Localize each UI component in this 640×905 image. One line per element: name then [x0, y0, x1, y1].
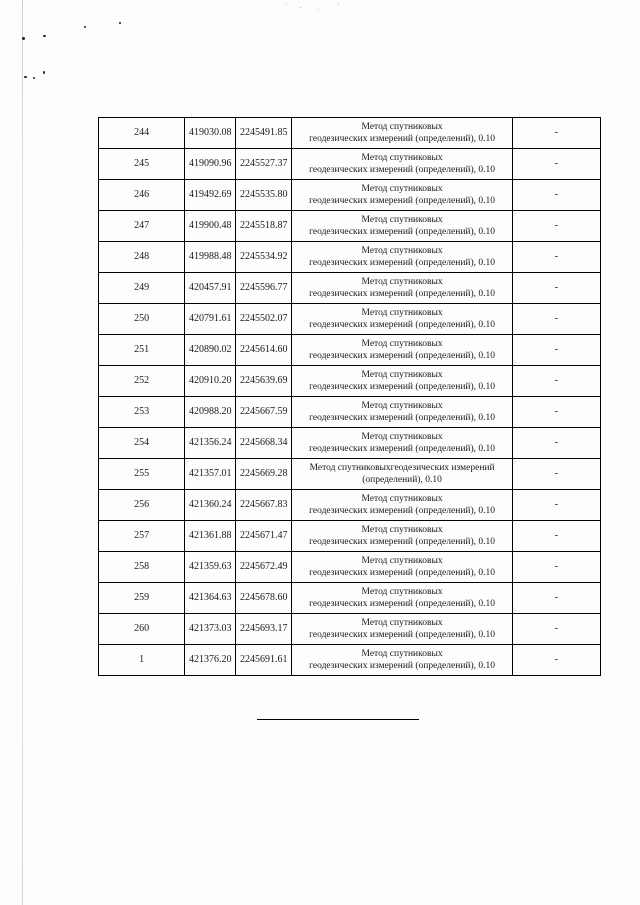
scan-speck	[286, 4, 287, 5]
method-line-1: Метод спутниковых	[361, 649, 443, 659]
method-line-2: геодезических измерений (определений), 0.10	[309, 165, 496, 175]
point-number-cell: 247	[99, 211, 185, 242]
y-coordinate-cell: 2245614.60	[236, 335, 292, 366]
point-number-cell: 246	[99, 180, 185, 211]
table-row	[99, 180, 601, 211]
scan-speck	[338, 3, 339, 4]
method-line-1: Метод спутниковых	[361, 308, 443, 318]
x-coordinate-cell: 419988.48	[185, 242, 236, 273]
y-coordinate-cell: 2245691.61	[236, 645, 292, 676]
x-coordinate-cell: 421361.88	[185, 521, 236, 552]
method-line-2: геодезических измерений (определений), 0.10	[309, 289, 496, 299]
method-cell	[292, 242, 512, 273]
y-coordinate-cell: 2245518.87	[236, 211, 292, 242]
y-coordinate-cell: 2245491.85	[236, 118, 292, 149]
point-number-cell: 251	[99, 335, 185, 366]
y-coordinate-cell: 2245678.60	[236, 583, 292, 614]
method-cell	[292, 118, 512, 149]
method-line-1: Метод спутниковыхгеодезических измерений	[309, 463, 495, 473]
scan-speck	[300, 7, 301, 8]
point-number-cell: 248	[99, 242, 185, 273]
table-row	[99, 459, 601, 490]
scan-speck	[43, 35, 46, 37]
table-row	[99, 428, 601, 459]
mark-cell: -	[512, 428, 600, 459]
table-row	[99, 645, 601, 676]
y-coordinate-cell: 2245639.69	[236, 366, 292, 397]
mark-cell: -	[512, 490, 600, 521]
method-line-2: геодезических измерений (определений), 0.10	[309, 134, 496, 144]
point-number-cell: 260	[99, 614, 185, 645]
table-row	[99, 211, 601, 242]
y-coordinate-cell: 2245669.28	[236, 459, 292, 490]
scan-speck	[22, 37, 25, 40]
method-line-1: Метод спутниковых	[361, 556, 443, 566]
method-cell	[292, 335, 512, 366]
point-number-cell: 254	[99, 428, 185, 459]
method-line-1: Метод спутниковых	[361, 339, 443, 349]
method-line-2: геодезических измерений (определений), 0.10	[309, 568, 496, 578]
method-line-1: Метод спутниковых	[361, 184, 443, 194]
mark-cell: -	[512, 180, 600, 211]
closing-separator-line	[257, 719, 419, 720]
mark-cell: -	[512, 459, 600, 490]
method-cell	[292, 645, 512, 676]
scan-speck	[33, 77, 35, 79]
method-line-1: Метод спутниковых	[361, 370, 443, 380]
method-cell	[292, 366, 512, 397]
table-row	[99, 521, 601, 552]
method-line-1: Метод спутниковых	[361, 401, 443, 411]
table-row	[99, 397, 601, 428]
method-cell	[292, 149, 512, 180]
mark-cell: -	[512, 211, 600, 242]
method-line-1: Метод спутниковых	[361, 432, 443, 442]
x-coordinate-cell: 420988.20	[185, 397, 236, 428]
method-line-2: геодезических измерений (определений), 0.10	[309, 537, 496, 547]
method-cell	[292, 614, 512, 645]
mark-cell: -	[512, 397, 600, 428]
x-coordinate-cell: 420457.91	[185, 273, 236, 304]
x-coordinate-cell: 421376.20	[185, 645, 236, 676]
y-coordinate-cell: 2245672.49	[236, 552, 292, 583]
method-line-2: геодезических измерений (определений), 0.10	[309, 320, 496, 330]
method-cell	[292, 583, 512, 614]
point-number-cell: 249	[99, 273, 185, 304]
point-number-cell: 255	[99, 459, 185, 490]
point-number-cell: 250	[99, 304, 185, 335]
mark-cell: -	[512, 149, 600, 180]
y-coordinate-cell: 2245534.92	[236, 242, 292, 273]
method-line-2: (определений), 0.10	[362, 475, 442, 485]
point-number-cell: 253	[99, 397, 185, 428]
x-coordinate-cell: 419492.69	[185, 180, 236, 211]
point-number-cell: 259	[99, 583, 185, 614]
method-line-1: Метод спутниковых	[361, 246, 443, 256]
method-line-1: Метод спутниковых	[361, 153, 443, 163]
method-line-2: геодезических измерений (определений), 0.10	[309, 196, 496, 206]
point-number-cell: 257	[99, 521, 185, 552]
table-row	[99, 335, 601, 366]
x-coordinate-cell: 419090.96	[185, 149, 236, 180]
y-coordinate-cell: 2245596.77	[236, 273, 292, 304]
x-coordinate-cell: 419900.48	[185, 211, 236, 242]
point-number-cell: 252	[99, 366, 185, 397]
method-line-2: геодезических измерений (определений), 0.10	[309, 599, 496, 609]
method-line-2: геодезических измерений (определений), 0.10	[309, 506, 496, 516]
mark-cell: -	[512, 118, 600, 149]
table-row	[99, 118, 601, 149]
mark-cell: -	[512, 583, 600, 614]
scan-speck	[119, 22, 121, 24]
y-coordinate-cell: 2245667.59	[236, 397, 292, 428]
y-coordinate-cell: 2245535.80	[236, 180, 292, 211]
y-coordinate-cell: 2245502.07	[236, 304, 292, 335]
mark-cell: -	[512, 614, 600, 645]
x-coordinate-cell: 420791.61	[185, 304, 236, 335]
method-line-1: Метод спутниковых	[361, 494, 443, 504]
method-line-1: Метод спутниковых	[361, 277, 443, 287]
table-row	[99, 366, 601, 397]
x-coordinate-cell: 421360.24	[185, 490, 236, 521]
method-line-2: геодезических измерений (определений), 0.10	[309, 413, 496, 423]
point-number-cell: 256	[99, 490, 185, 521]
scan-speck	[84, 26, 86, 28]
y-coordinate-cell: 2245667.83	[236, 490, 292, 521]
coordinates-table-body	[99, 118, 601, 676]
point-number-cell: 245	[99, 149, 185, 180]
x-coordinate-cell: 421364.63	[185, 583, 236, 614]
y-coordinate-cell: 2245671.47	[236, 521, 292, 552]
mark-cell: -	[512, 273, 600, 304]
method-line-1: Метод спутниковых	[361, 618, 443, 628]
method-line-1: Метод спутниковых	[361, 122, 443, 132]
point-number-cell: 1	[99, 645, 185, 676]
x-coordinate-cell: 420890.02	[185, 335, 236, 366]
mark-cell: -	[512, 552, 600, 583]
method-line-2: геодезических измерений (определений), 0.10	[309, 258, 496, 268]
table-row	[99, 304, 601, 335]
point-number-cell: 258	[99, 552, 185, 583]
coordinates-table	[98, 117, 601, 676]
x-coordinate-cell: 421356.24	[185, 428, 236, 459]
mark-cell: -	[512, 366, 600, 397]
table-row	[99, 242, 601, 273]
method-line-2: геодезических измерений (определений), 0.10	[309, 382, 496, 392]
x-coordinate-cell: 420910.20	[185, 366, 236, 397]
method-line-2: геодезических измерений (определений), 0.10	[309, 661, 496, 671]
method-cell	[292, 211, 512, 242]
method-line-1: Метод спутниковых	[361, 587, 443, 597]
scan-speck	[43, 71, 45, 74]
method-cell	[292, 521, 512, 552]
method-cell	[292, 304, 512, 335]
mark-cell: -	[512, 521, 600, 552]
method-cell	[292, 180, 512, 211]
x-coordinate-cell: 421357.01	[185, 459, 236, 490]
table-row	[99, 614, 601, 645]
x-coordinate-cell: 421359.63	[185, 552, 236, 583]
method-line-2: геодезических измерений (определений), 0.10	[309, 630, 496, 640]
method-line-2: геодезических измерений (определений), 0.10	[309, 227, 496, 237]
table-row	[99, 490, 601, 521]
method-cell	[292, 552, 512, 583]
scan-speck	[318, 9, 319, 10]
table-row	[99, 583, 601, 614]
scan-speck	[24, 76, 27, 78]
method-cell	[292, 397, 512, 428]
scan-edge	[22, 0, 23, 905]
mark-cell: -	[512, 242, 600, 273]
method-line-1: Метод спутниковых	[361, 525, 443, 535]
method-line-1: Метод спутниковых	[361, 215, 443, 225]
method-line-2: геодезических измерений (определений), 0.10	[309, 444, 496, 454]
y-coordinate-cell: 2245527.37	[236, 149, 292, 180]
mark-cell: -	[512, 304, 600, 335]
y-coordinate-cell: 2245668.34	[236, 428, 292, 459]
table-row	[99, 552, 601, 583]
table-row	[99, 273, 601, 304]
method-cell	[292, 428, 512, 459]
method-line-2: геодезических измерений (определений), 0.10	[309, 351, 496, 361]
mark-cell: -	[512, 335, 600, 366]
y-coordinate-cell: 2245693.17	[236, 614, 292, 645]
mark-cell: -	[512, 645, 600, 676]
x-coordinate-cell: 419030.08	[185, 118, 236, 149]
point-number-cell: 244	[99, 118, 185, 149]
method-cell	[292, 273, 512, 304]
table-row	[99, 149, 601, 180]
x-coordinate-cell: 421373.03	[185, 614, 236, 645]
method-cell	[292, 459, 512, 490]
method-cell	[292, 490, 512, 521]
